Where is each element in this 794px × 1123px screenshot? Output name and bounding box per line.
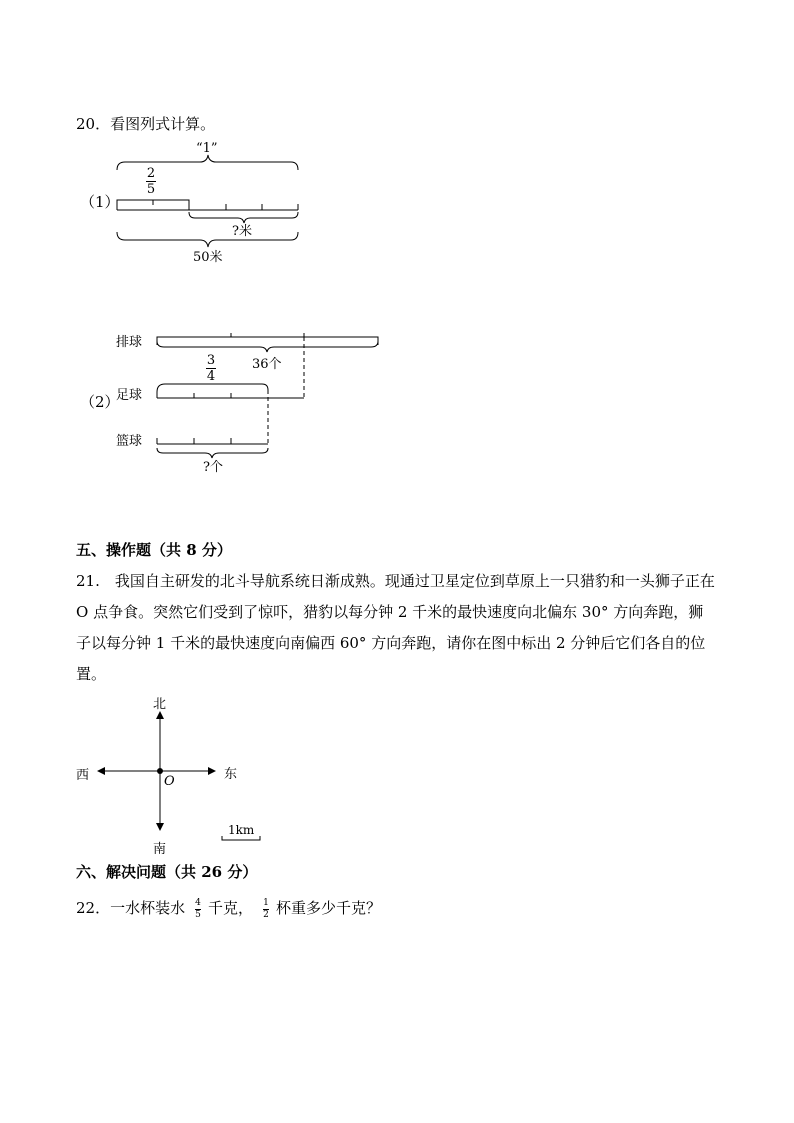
unknown-meters-label: ?米	[232, 224, 252, 239]
row-basketball-label: 篮球	[116, 434, 143, 449]
fraction-numerator: 1	[263, 898, 269, 908]
scale-label: 1km	[228, 823, 255, 837]
west-label: 西	[76, 768, 90, 783]
question-22-suffix: 杯重多少千克？	[276, 899, 382, 917]
volleyball-brace	[157, 341, 378, 352]
segment-two-fifths	[117, 200, 189, 210]
fraction-numerator: 4	[195, 898, 201, 908]
question-21-text: 21. 我国自主研发的北斗导航系统日渐成熟。现通过卫星定位到草原上一只猎豹和一头狮子正在 O 点争食。突然它们受到了惊吓，猎豹以每分钟 2 千米的最快速度向北偏东 30° 方向奔跑，狮子以每分钟 1 千米的最快速度向南偏西 60° 方向奔跑，请你在图中标出 2 分钟后它们各自的位置。	[76, 572, 715, 683]
fraction-denominator: 2	[263, 910, 269, 920]
question-20-heading: 20．看图列式计算。	[76, 115, 216, 133]
volleyball-bar	[157, 337, 378, 345]
fraction-four-fifths	[195, 899, 201, 920]
section-5-title: 五、操作题（共 8 分）	[76, 541, 232, 559]
fraction-denominator: 5	[146, 182, 156, 197]
football-bar	[157, 384, 268, 398]
fraction-two-fifths	[146, 167, 156, 196]
part-2-label: （2）	[80, 393, 120, 411]
fraction-denominator: 4	[206, 369, 216, 384]
question-22-prefix: 22．一水杯装水	[76, 899, 186, 917]
row-football-label: 足球	[116, 388, 143, 403]
basketball-unknown-label: ?个	[203, 460, 223, 475]
part-1-label: （1）	[80, 193, 120, 211]
origin-point	[157, 768, 163, 774]
fraction-denominator: 5	[195, 910, 201, 920]
north-label: 北	[153, 697, 167, 712]
whole-label: “1”	[196, 141, 218, 156]
total-50m-label: 50米	[193, 250, 223, 265]
fraction-numerator: 3	[206, 353, 216, 368]
origin-label: O	[164, 774, 175, 789]
volleyball-36-label: 36个	[252, 357, 282, 372]
east-label: 东	[224, 767, 238, 782]
total-brace	[117, 232, 298, 247]
south-label: 南	[153, 842, 167, 857]
fraction-three-quarters	[206, 354, 216, 383]
whole-brace	[117, 155, 298, 170]
row-volleyball-label: 排球	[116, 335, 143, 350]
fraction-numerator: 2	[146, 166, 156, 181]
fraction-one-half	[263, 899, 269, 920]
question-22-middle: 千克，	[208, 899, 254, 917]
section-6-title: 六、解决问题（共 26 分）	[76, 863, 258, 881]
